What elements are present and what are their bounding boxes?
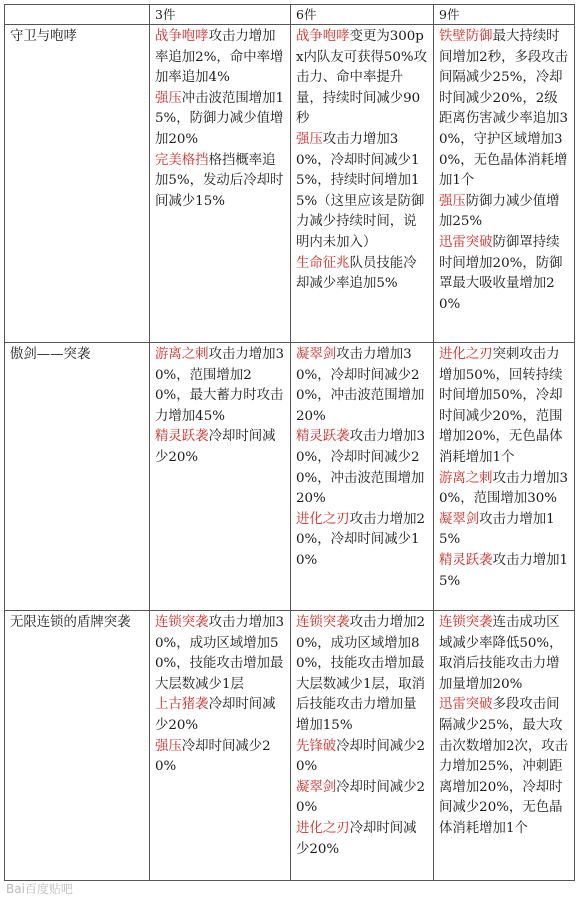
- skill-name: 强压: [296, 131, 323, 147]
- baidu-tieba-watermark: Bai百度贴吧: [6, 882, 73, 896]
- skill-name: 先锋破: [296, 738, 337, 754]
- effect-text: 冷却时间减少20%: [296, 738, 426, 775]
- effect-text: 攻击力增加15%: [439, 552, 569, 589]
- table-row: [5, 343, 575, 611]
- skill-name: 迅雷突破: [439, 697, 493, 713]
- effect-text: 多段攻击间隔减少25%，最大攻击次数增加2次，攻击力增加25%，冲刺距离增加20%，冷却时间减少20%，无色晶体消耗增加1个: [439, 697, 569, 836]
- effect-text: 攻击力增加30%，冷却时间减少20%，冲击波范围增加20%: [296, 347, 425, 424]
- skill-name: 凝翠剑: [296, 779, 337, 795]
- effect-text: 队员技能冷却减少率追加5%: [296, 255, 417, 292]
- effect-text: 攻击力增加20%，冷却时间减少10%: [296, 511, 426, 568]
- effect-text: 攻击力增加30%，冷却时间减少15%，持续时间增加15%（这里应该是防御力减少持续时间，说明内未加入）: [296, 131, 425, 250]
- skill-name: 强压: [439, 193, 466, 209]
- effect-text: 攻击力增加30%，范围增加20%，最大蓄力时攻击力增加45%: [155, 347, 285, 424]
- skill-name: 游离之刺: [439, 470, 493, 486]
- table-row: [5, 611, 575, 881]
- effect-text: 防御罩持续时间增加20%，防御罩最大吸收量增加20%: [439, 234, 563, 312]
- skill-name: 完美格挡: [155, 152, 209, 168]
- table-cell: [291, 25, 434, 343]
- header-cell-empty: [5, 5, 150, 25]
- table-cell: [434, 611, 575, 881]
- skill-name: 进化之刃: [296, 511, 350, 527]
- skill-name: 强压: [155, 90, 182, 106]
- effect-text: 冷却时间减少20%: [296, 779, 426, 816]
- effect-text: 冷却时间减少20%: [155, 429, 276, 465]
- effect-text: 攻击力增加30%，范围增加30%: [439, 470, 569, 507]
- row-name: 傲剑——突袭: [5, 343, 150, 611]
- skill-name: 连锁突袭: [439, 615, 493, 630]
- effect-text: 冲击波范围增加15%，防御力减少值增加20%: [155, 90, 285, 147]
- skill-name: 凝翠剑: [296, 347, 337, 362]
- effect-text: 突刺攻击力增加50%，回转持续时间增加50%，冷却时间减少20%，范围增加20%，无色晶体消耗增加1个: [439, 347, 563, 465]
- table-cell: [434, 25, 575, 343]
- effect-text: 攻击力增加15%: [439, 511, 555, 548]
- effect-text: 冷却时间减少20%: [296, 820, 417, 857]
- skill-name: 进化之刃: [439, 347, 493, 362]
- table-cell: [434, 343, 575, 611]
- skill-name: 迅雷突破: [439, 234, 493, 250]
- skill-name: 上古猪袭: [155, 697, 209, 713]
- header-cell-9pc: 9件: [434, 5, 575, 25]
- effect-text: 攻击力增加30%，成功区域增加50%，技能攻击增加最大层数减少1层: [155, 615, 285, 692]
- header-cell-3pc: 3件: [150, 5, 291, 25]
- skill-name: 连锁突袭: [155, 615, 209, 630]
- effect-text: 防御力减少值增加25%: [439, 193, 560, 230]
- effect-text: 最大持续时间增加2秒，多段攻击间隔减少25%，冷却时间减少20%，2级距离伤害减少率追加30%，守护区域增加30%，无色晶体消耗增加1个: [439, 29, 569, 189]
- effect-text: 攻击力增加30%，冷却时间减少20%，冲击波范围增加20%: [296, 429, 426, 507]
- effect-text: 格挡概率追加5%，发动后冷却时间减少15%: [155, 152, 284, 209]
- effect-text: 攻击力增加20%，成功区域增加80%，技能攻击增加最大层数减少1层，取消后技能攻击力增加量增加15%: [296, 615, 426, 733]
- skill-name: 强压: [155, 738, 182, 754]
- table-cell: [150, 343, 291, 611]
- header-cell-6pc: 6件: [291, 5, 434, 25]
- effect-text: 连击成功区域减少率降低50%，取消后技能攻击力增加量增加20%: [439, 615, 563, 692]
- row-name: 守卫与咆哮: [5, 25, 150, 343]
- table-row: [5, 25, 575, 343]
- table-cell: [291, 611, 434, 881]
- header-row: [5, 5, 575, 25]
- skill-name: 进化之刃: [296, 820, 350, 836]
- skill-name: 战争咆哮: [296, 29, 350, 44]
- effect-text: 攻击力增加率追加2%，命中率增加率追加4%: [155, 29, 284, 86]
- table-cell: [150, 611, 291, 881]
- skill-name: 游离之刺: [155, 347, 209, 362]
- skill-name: 凝翠剑: [439, 511, 480, 527]
- table-cell: [291, 343, 434, 611]
- skill-name: 精灵跃袭: [439, 552, 493, 568]
- table-cell: [150, 25, 291, 343]
- skill-set-table: [4, 4, 575, 881]
- effect-text: 冷却时间减少20%: [155, 697, 276, 733]
- skill-name: 连锁突袭: [296, 615, 350, 630]
- skill-name: 铁壁防御: [439, 29, 493, 44]
- effect-text: 冷却时间减少20%: [155, 738, 271, 775]
- row-name: 无限连锁的盾牌突袭: [5, 611, 150, 881]
- skill-name: 战争咆哮: [155, 29, 209, 44]
- skill-name: 精灵跃袭: [296, 429, 350, 445]
- skill-name: 生命征兆: [296, 255, 350, 271]
- skill-name: 精灵跃袭: [155, 429, 209, 445]
- effect-text: 变更为300px内队友可获得50%攻击力、命中率提升量，持续时间减少90秒: [296, 29, 428, 127]
